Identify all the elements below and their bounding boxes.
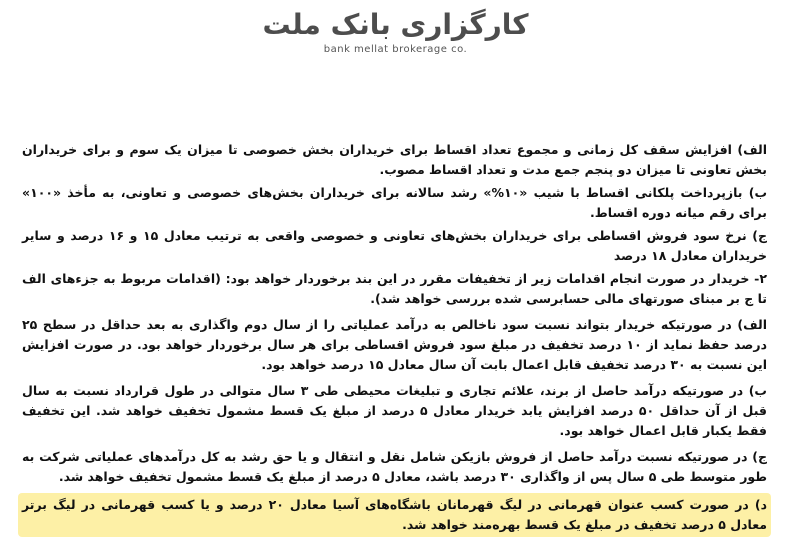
paragraph-dal-championship-highlighted: د) در صورت کسب عنوان قهرمانی در لیگ قهرمانان باشگاه‌های آسیا معادل ۲۰ درصد و یا کسب قهرمانی در لیگ برتر معادل ۵ درصد تخفیف در مبلغ یک قسط بهره‌مند خواهد شد. [18,493,771,537]
paragraph-be-brand-revenue: ب) در صورتیکه درآمد حاصل از برند، علائم تجاری و تبلیغات محیطی طی ۳ سال متوالی در طول قرارداد نسبت به سال قبل از آن حداقل ۵۰ درصد افزایش یابد خریدار معادل ۵ درصد از مبلغ یک قسط مشمول تخفیف خواهد شد. این تخفیف فقط یکبار قابل اعمال خواهد بود. [22,383,767,438]
brand-logo [0,8,791,55]
paragraph-alef-installments: الف) افزایش سقف کل زمانی و مجموع تعداد اقساط برای خریداران بخش خصوصی تا میزان یک سوم و برای خریداران بخش تعاونی تا میزان دو پنجم جمع مدت و تعداد اقساط مصوب. [22,142,767,177]
document-body [22,140,767,543]
paragraph-alef-gross-profit: الف) در صورتیکه خریدار بتواند نسبت سود ناخالص به درآمد عملیاتی را از سال دوم واگذاری به بعد حداقل در سطح ۲۵ درصد حفظ نماید از ۱۰ درصد تخفیف در مبلغ سود فروش اقساطی برای هر سال برخوردار خواهد بود. در صورت افزایش این نسبت به ۳۰ درصد تخفیف قابل اعمال بابت آن سال معادل ۱۵ درصد خواهد بود. [22,317,767,372]
paragraph-jim-player-sales: ج) در صورتیکه نسبت درآمد حاصل از فروش بازیکن شامل نقل و انتقال و یا حق رشد به کل درآمدهای عملیاتی شرکت به طور متوسط طی ۵ سال پس از واگذاری ۳۰ درصد باشد، معادل ۵ درصد از مبلغ یک قسط مشمول تخفیف خواهد شد. [22,449,767,484]
logo-subtitle: bank mellat brokerage co. [323,44,468,55]
paragraph-jim-interest-rate: ج) نرخ سود فروش اقساطی برای خریداران بخش‌های تعاونی و خصوصی واقعی به ترتیب معادل ۱۵ و ۱۶ درصد و سایر خریداران معادل ۱۸ درصد [22,228,767,263]
paragraph-be-stepped-payment: ب) بازپرداخت پلکانی اقساط با شیب «۱۰%» رشد سالانه برای خریداران بخش‌های خصوصی و تعاونی، به مأخذ «۱۰۰» برای رقم میانه دوره اقساط. [22,185,768,220]
logo-title: کارگزاری بانک ملت [262,8,529,41]
paragraph-section-2-discounts: ۲- خریدار در صورت انجام اقدامات زیر از تخفیفات مقرر در این بند برخوردار خواهد بود: (اقدامات مربوط به جزءهای الف تا ج بر مبنای صورتهای مالی حسابرسی شده بررسی خواهد شد). [22,271,767,306]
